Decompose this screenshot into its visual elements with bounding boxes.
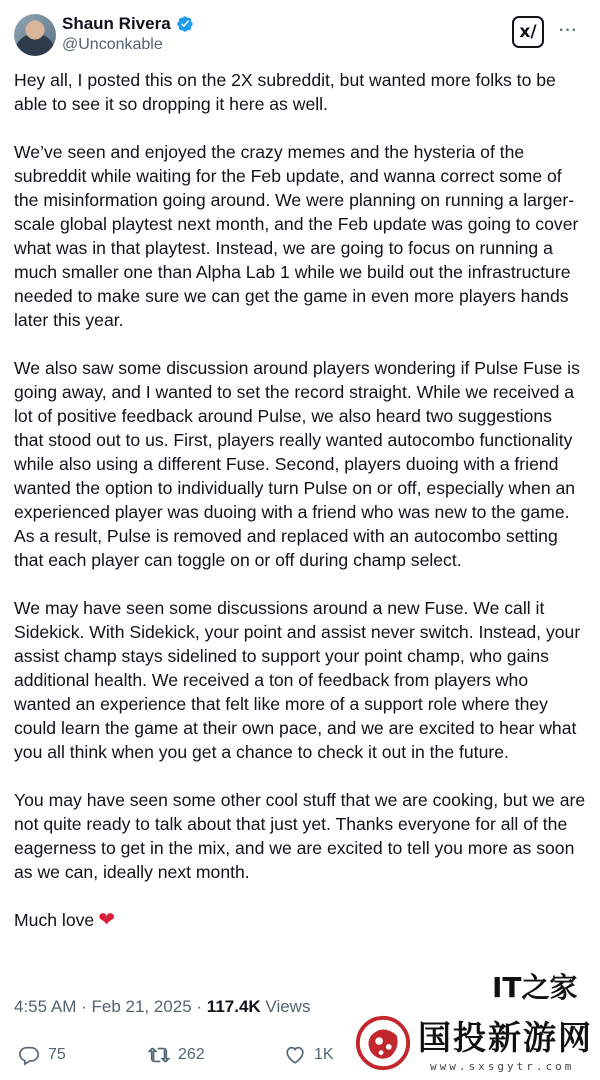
red-heart-emoji-icon: ❤ — [98, 909, 115, 931]
reply-icon — [18, 1044, 40, 1066]
tweet-body — [14, 68, 586, 932]
tweet-meta — [14, 995, 310, 1019]
tweet-paragraph: We may have seen some discussions around a new Fuse. We call it Sidekick. With Sidekick, your point and assist never switch. Instead, your assist champ stays sidelined to support your point champ, who gains additional health. We received a ton of feedback from players who wanted an experience that felt like more of a support role where they could learn the game at their own pace, and we are excited to hear what you all think when you get a chance to check it out in the future. — [14, 598, 581, 762]
views-label: Views — [260, 997, 311, 1016]
tweet-paragraph: Hey all, I posted this on the 2X subreddit, but wanted more folks to be able to see it so dropping it here as well. — [14, 70, 556, 114]
tweet-paragraph: We also saw some discussion around players wondering if Pulse Fuse is going away, and I wanted to set the record straight. While we received a lot of positive feedback around Pulse, we also heard two suggestions that stood out to us. First, players really wanted autocombo functionality while also using a different Fuse. Second, players duoing with a friend wanted the option to individually turn Pulse on or off, especially when an experienced player was duoing with a friend who was new to the game. As a result, Pulse is removed and replaced with an autocombo setting that each player can toggle on or off during champ select. — [14, 358, 580, 570]
it-home-logo: IT之家 — [492, 971, 578, 1004]
tweet-time[interactable]: 4:55 AM — [14, 997, 77, 1016]
site-logo-icon — [354, 1014, 412, 1072]
reply-button[interactable] — [18, 1044, 66, 1066]
author-handle[interactable]: @Unconkable — [62, 36, 163, 53]
tweet-signoff — [14, 908, 586, 932]
repost-button[interactable] — [148, 1044, 205, 1066]
tweet-date[interactable]: Feb 21, 2025 — [91, 997, 192, 1016]
tweet-header — [0, 0, 600, 70]
verified-badge-icon — [176, 15, 194, 33]
tweet-paragraph: You may have seen some other cool stuff that we are cooking, but we are not quite ready to talk about that just yet. Thanks everyone for all of the eagerness to get in the mix, and we are excited to tell you more as soon as we can, ideally next month. — [14, 790, 586, 882]
signoff-text: Much love — [14, 910, 95, 930]
tweet-paragraph: We’ve seen and enjoyed the crazy memes and the hysteria of the subreddit while waiting for the Feb update, and wanna correct some of the misinformation going around. We were planning on running a larger-scale global playtest next month, and the Feb update was going to cover what was in that playtest. Instead, we are going to focus on running a much smaller one than Alpha Lab 1 while we build out the infrastructure needed to make sure we can get the game in even more players hands later this year. — [14, 142, 579, 330]
site-url: www.sxsgytr.com — [430, 1060, 575, 1073]
repost-count: 262 — [178, 1046, 205, 1063]
like-button[interactable] — [284, 1044, 334, 1066]
grok-icon[interactable]: x/ — [512, 16, 544, 48]
like-count: 1K — [314, 1046, 334, 1063]
author-name[interactable]: Shaun Rivera — [62, 14, 171, 33]
author-name-row[interactable] — [62, 14, 194, 34]
meta-separator: · — [76, 997, 92, 1016]
avatar[interactable] — [14, 14, 56, 56]
heart-outline-icon — [284, 1044, 306, 1066]
repost-icon — [148, 1044, 170, 1066]
it-home-watermark — [492, 968, 584, 1004]
reply-count: 75 — [48, 1046, 66, 1063]
meta-separator: · — [191, 997, 207, 1016]
site-name: 国投新游网 — [418, 1018, 593, 1057]
more-options-icon[interactable]: ··· — [557, 16, 577, 41]
views-count: 117.4K — [206, 997, 261, 1016]
site-watermark — [350, 1010, 600, 1080]
